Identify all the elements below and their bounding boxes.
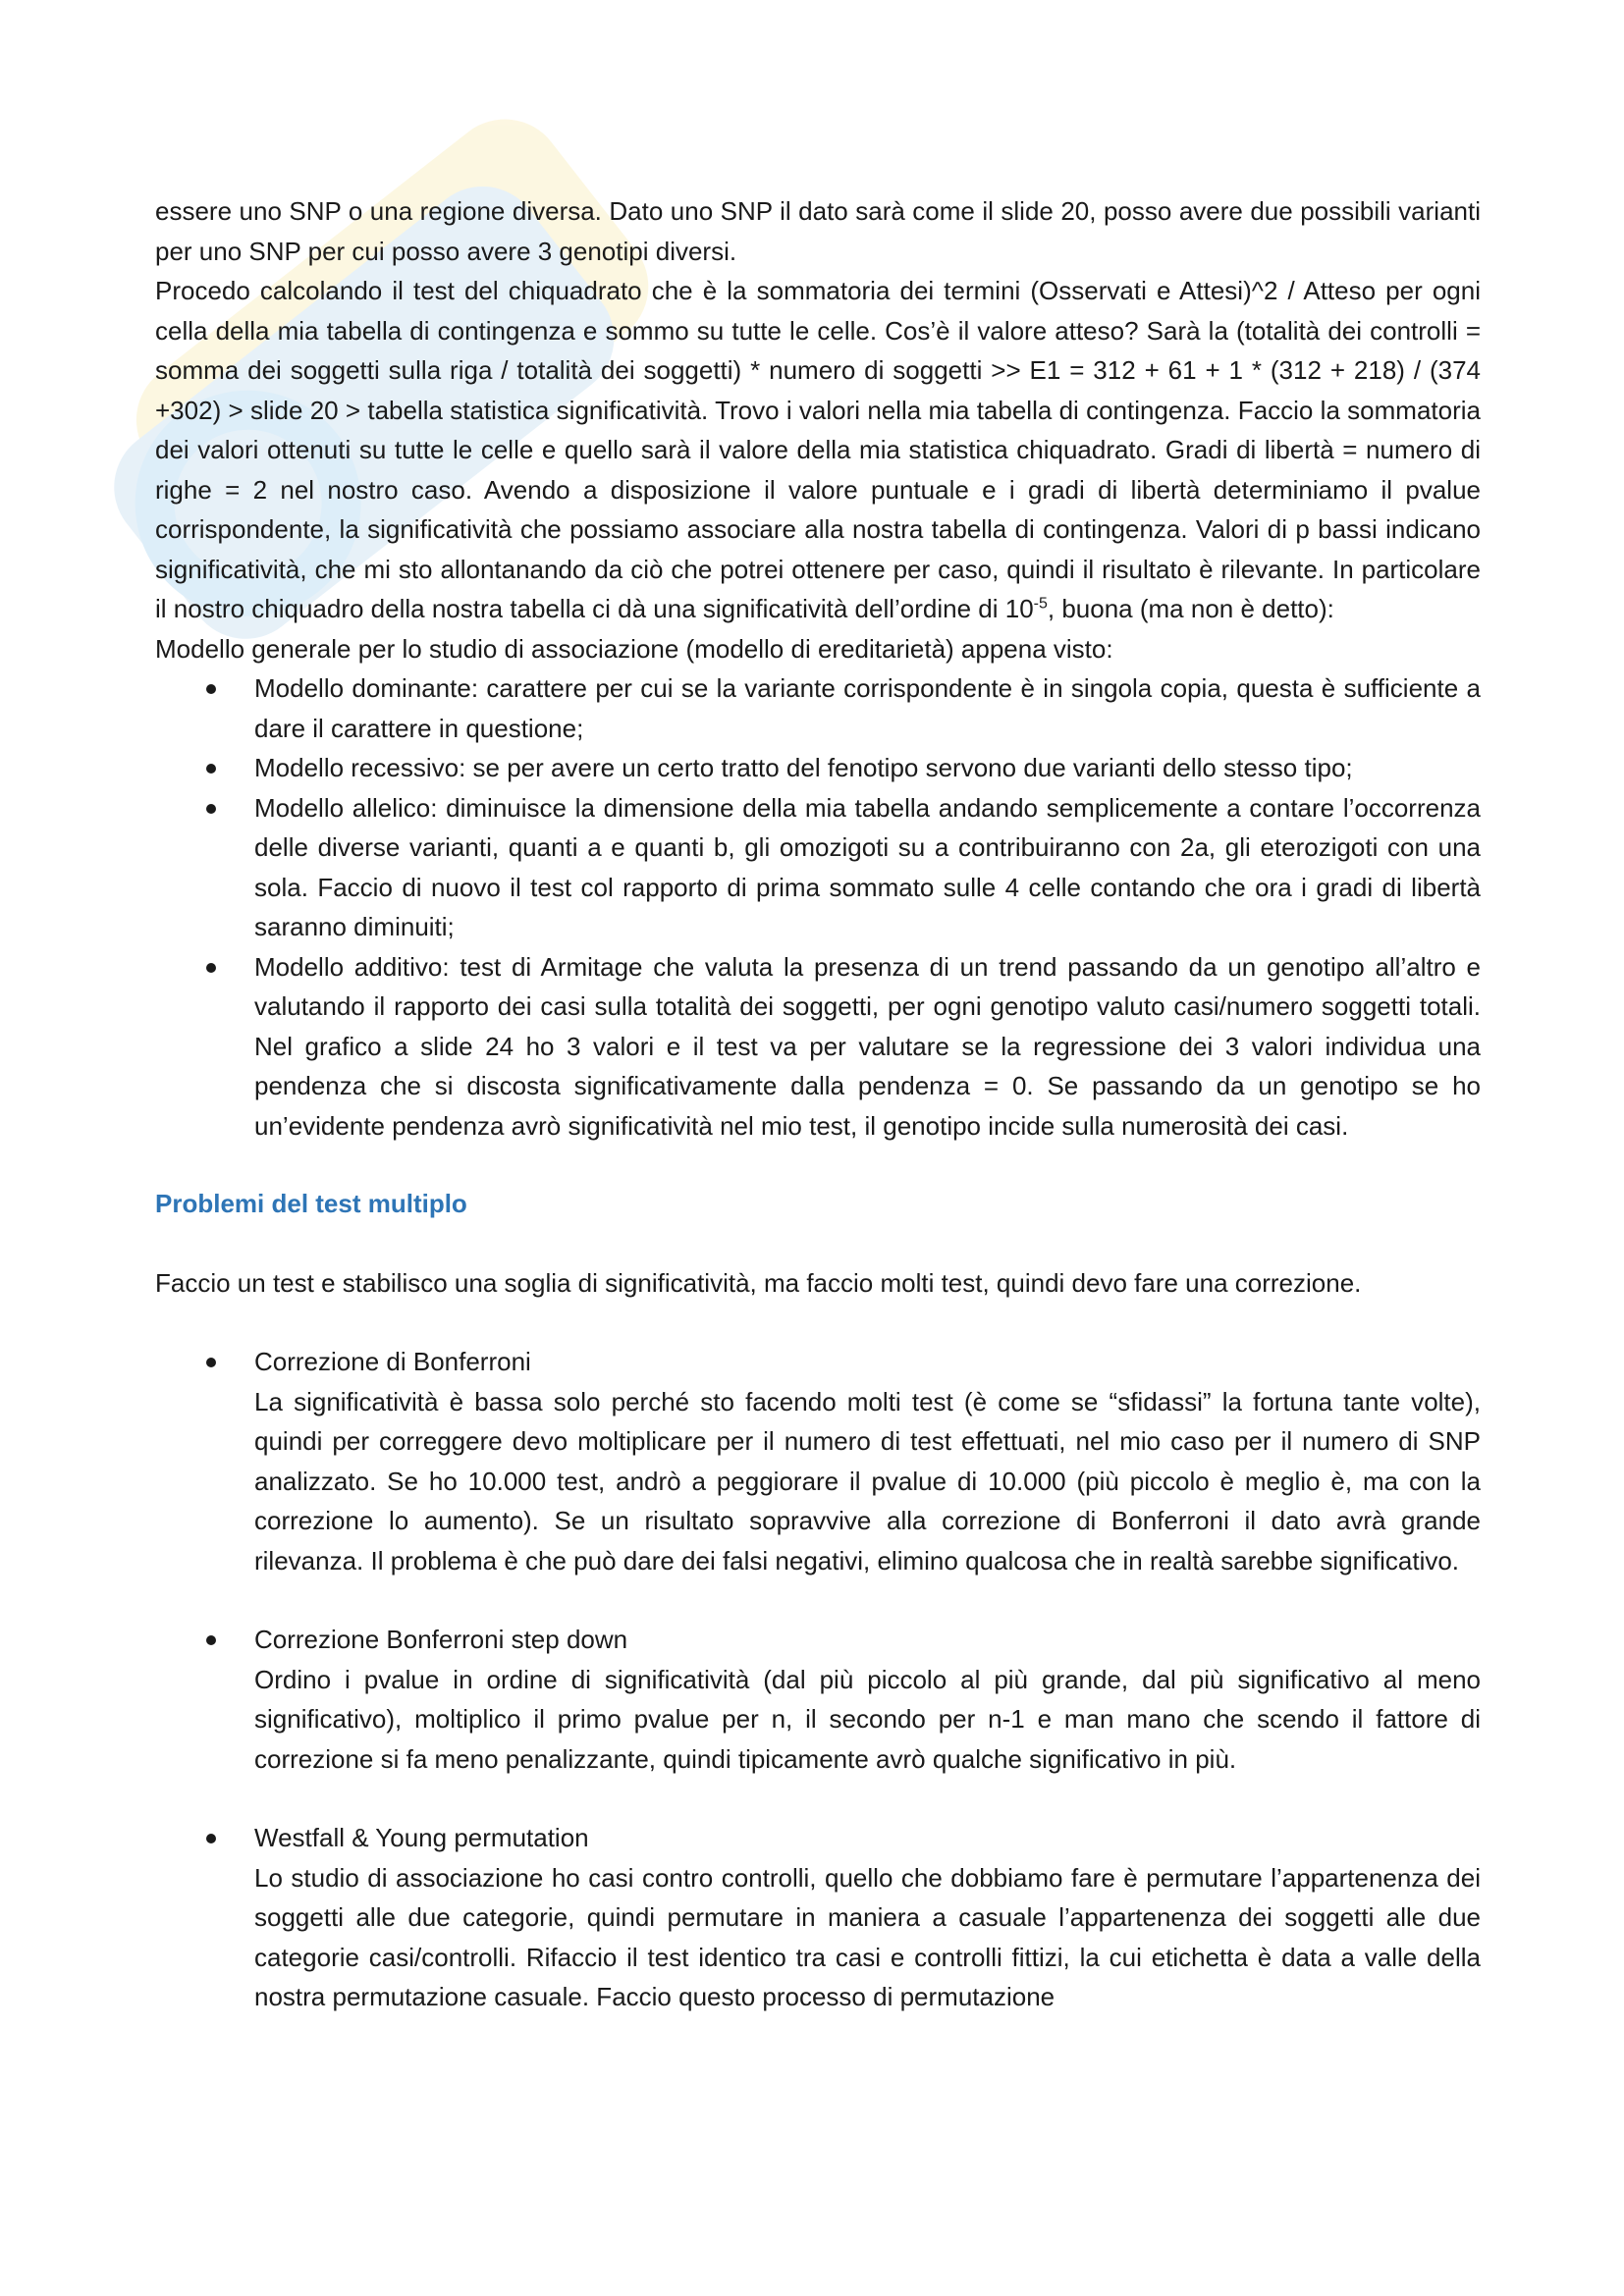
correction-body: La significatività è bassa solo perché sto facendo molti test (è come se “sfidassi” la fortuna tante volte), quindi per correggere devo moltiplicare per il numero di test effettuati, nel mio caso per il numero di SNP analizzato. Se ho 10.000 test, andrò a peggiorare il pvalue di 10.000 (più piccolo è meglio è, ma con la correzione lo aumento). Se un risultato sopravvive alla correzione di Bonferroni il dato avrà grande rilevanza. Il problema è che può dare dei falsi negativi, elimino qualcosa che in realtà sarebbe significativo. [254,1386,1481,1575]
section-heading: Problemi del test multiplo [155,1189,467,1218]
bullet-icon [206,963,216,973]
models-intro: Modello generale per lo studio di associazione (modello di ereditarietà) appena visto: [155,633,1113,664]
list-item: Modello allelico: diminuisce la dimensione della mia tabella andando semplicemente a contare l’occorrenza delle diverse varianti, quanti a e quanti b, gli omozigoti su a contribuiranno con 2a, gli eterozigoti con una sola. Faccio di nuovo il test col rapporto di prima sommato sulle 4 celle contando che ora i gradi di libertà saranno diminuiti; [155,788,1481,947]
list-item: Modello additivo: test di Armitage che valuta la presenza di un trend passando da un genotipo all’altro e valutando il rapporto dei casi sulla totalità dei soggetti, per ogni genotipo valuto casi/numero soggetti totali. Nel grafico a slide 24 ho 3 valori e il test va per valutare se la regressione dei 3 valori individua una pendenza che si discosta significativamente dalla pendenza = 0. Se passando da un genotipo se ho un’evidente pendenza avrò significatività nel mio test, il genotipo incide sulla numerosità dei casi. [155,947,1481,1147]
correction-body: Lo studio di associazione ho casi contro controlli, quello che dobbiamo fare è permutare l’appartenenza dei soggetti alle due categorie, quindi permutare in maniera a casuale l’appartenenza dei soggetti alle due categorie casi/controlli. Rifaccio il test identico tra casi e controlli fittizi, la cui etichetta è data a valle della nostra permutazione casuale. Faccio questo processo di permutazione [254,1862,1481,2011]
list-item: Modello dominante: carattere per cui se la variante corrispondente è in singola copia, questa è sufficiente a dare il carattere in questione; [155,668,1481,748]
paragraph-chiquadrato: Procedo calcolando il test del chiquadrato che è la sommatoria dei termini (Osservati e Attesi)^2 / Atteso per ogni cella della mia tabella di contingenza e sommo su tutte le celle. Cos’è il valore atteso? Sarà la (totalità dei controlli = somma dei soggetti sulla riga / totalità dei soggetti) * numero di soggetti >> E1 = 312 + 61 + 1 * (312 + 218) / (374 +302) > slide 20 > tabella statistica significatività. Trovo i valori nella mia tabella di contingenza. Faccio la sommatoria dei valori ottenuti su tutte le celle e quello sarà il valore della mia statistica chiquadrato. Gradi di libertà = numero di righe = 2 nel nostro caso. Avendo a disposizione il valore puntuale e i gradi di libertà determiniamo il pvalue corrispondente, la significatività che possiamo associare alla nostra tabella di contingenza. Valori di p bassi indicano significatività, che mi sto allontanando da ciò che potrei ottenere per caso, quindi il risultato è rilevante. In particolare il nostro chiquadro della nostra tabella ci dà una significatività dell’ordine di $10^{-5}$, buona (ma non è detto): [155,276,1481,623]
corrections-list [155,1342,1481,2017]
list-item [155,1620,1481,1779]
list-item [155,1342,1481,1580]
correction-body: Ordino i pvalue in ordine di significatività (dal più piccolo al più grande, dal più significativo al meno significativo), moltiplico il primo pvalue per n, il secondo per n-1 e man mano che scendo il fattore di correzione si fa meno penalizzante, quindi tipicamente avrò qualche significativo in più. [254,1664,1481,1774]
correction-title: Westfall & Young permutation [254,1823,589,1852]
paragraph-snp: essere uno SNP o una regione diversa. Dato uno SNP il dato sarà come il slide 20, posso avere due possibili varianti per uno SNP per cui posso avere 3 genotipi diversi. [155,196,1481,266]
bullet-icon [206,1635,216,1645]
bullet-icon [206,1834,216,1843]
bullet-icon [206,764,216,774]
bullet-icon [206,684,216,694]
list-item [155,1818,1481,2017]
paragraph-intro: Faccio un test e stabilisco una soglia di significatività, ma faccio molti test, quindi devo fare una correzione. [155,1267,1362,1298]
document-page [155,191,1481,2017]
bullet-icon [206,1358,216,1367]
models-list [155,668,1481,1146]
correction-title: Correzione di Bonferroni [254,1347,531,1376]
list-item: Modello recessivo: se per avere un certo tratto del fenotipo servono due varianti dello stesso tipo; [155,748,1481,788]
bullet-icon [206,804,216,814]
correction-title: Correzione Bonferroni step down [254,1625,628,1654]
exponent: -5 [1033,595,1048,613]
